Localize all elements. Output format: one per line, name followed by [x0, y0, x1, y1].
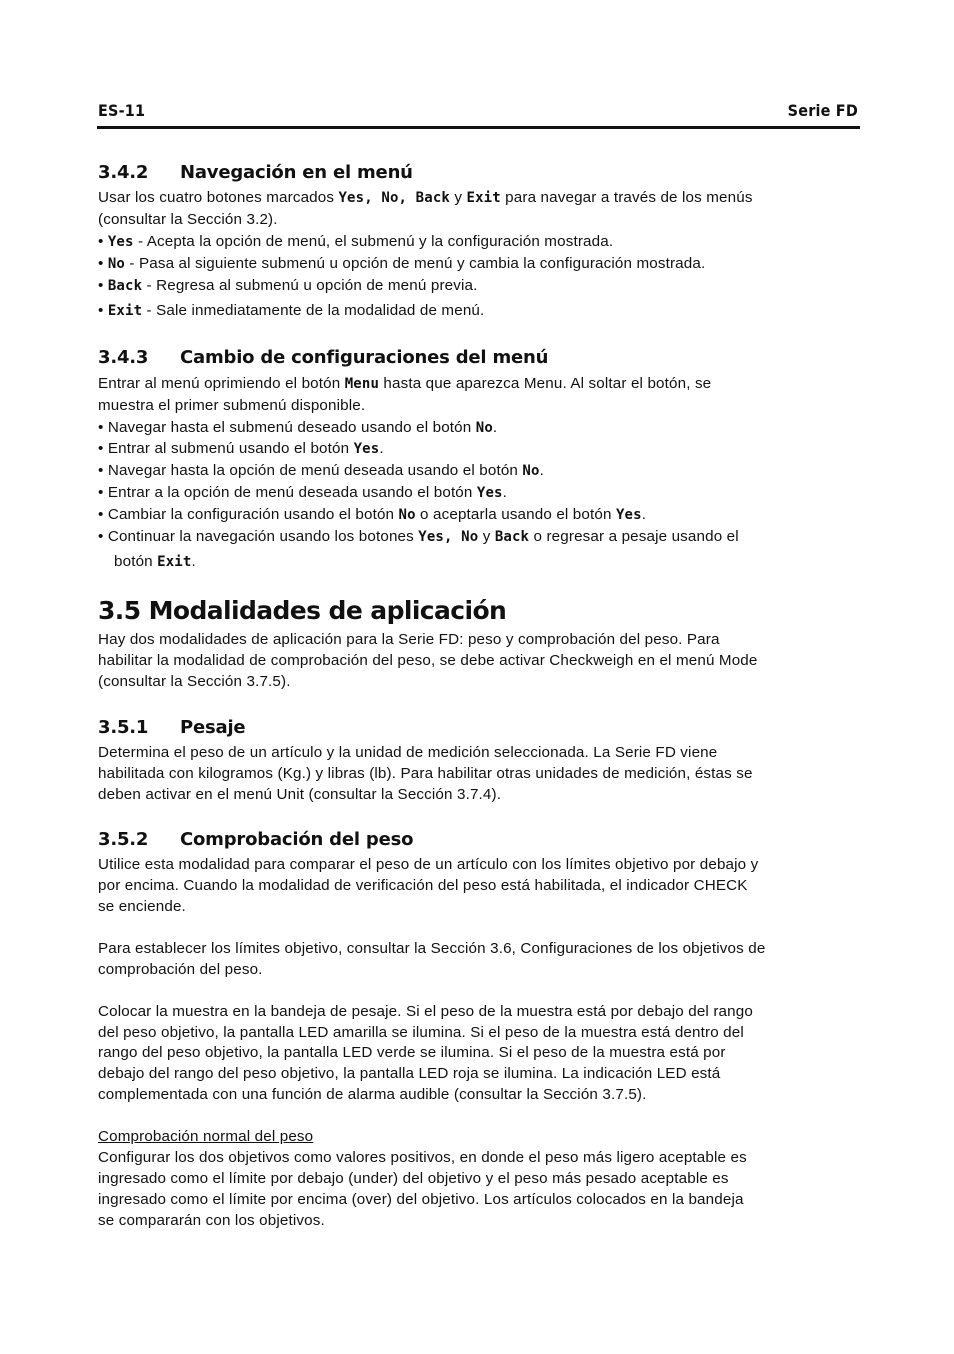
s343-bullet-2: • Entrar al submenú usando el botón Yes.: [98, 440, 384, 457]
heading-3-4-3: 3.4.3 Cambio de configuraciones del menú: [98, 347, 549, 368]
s35-line-1: Hay dos modalidades de aplicación para la Serie FD: peso y comprobación del peso. Para: [98, 631, 720, 648]
s352-p2-line-1: Para establecer los límites objetivo, consultar la Sección 3.6, Configuraciones de los objetivos de: [98, 940, 766, 957]
s351-line-1: Determina el peso de un artículo y la unidad de medición seleccionada. La Serie FD viene: [98, 744, 718, 761]
s343-bullet-5: • Cambiar la configuración usando el botón No o aceptarla usando el botón Yes.: [98, 506, 647, 523]
s352-p4-line-4: se compararán con los objetivos.: [98, 1212, 325, 1229]
s342-bullet-yes: • Yes - Acepta la opción de menú, el submenú y la configuración mostrada.: [98, 233, 614, 250]
s342-bullet-exit: • Exit - Sale inmediatamente de la modalidad de menú.: [98, 302, 485, 319]
s352-p1-line-1: Utilice esta modalidad para comparar el peso de un artículo con los límites objetivo por debajo y: [98, 856, 759, 873]
s343-bullet-1: • Navegar hasta el submenú deseado usando el botón No.: [98, 419, 498, 436]
s352-p4-line-3: ingresado como el límite por encima (over) del objetivo. Los artículos colocados en la bandeja: [98, 1191, 744, 1208]
header-rule: [97, 126, 860, 129]
heading-3-5: 3.5 Modalidades de aplicación: [98, 596, 507, 625]
s343-bullet-6-cont: botón Exit.: [114, 553, 196, 570]
heading-3-4-2: 3.4.2 Navegación en el menú: [98, 162, 413, 183]
s351-line-2: habilitada con kilogramos (Kg.) y libras (lb). Para habilitar otras unidades de medición, éstas se: [98, 765, 753, 782]
s352-p3-line-2: del peso objetivo, la pantalla LED amarilla se ilumina. Si el peso de la muestra está dentro del: [98, 1024, 744, 1041]
s343-bullet-6: • Continuar la navegación usando los botones Yes, No y Back o regresar a pesaje usando el: [98, 528, 739, 545]
heading-3-5-1: 3.5.1 Pesaje: [98, 717, 246, 738]
subheading-normal-check: Comprobación normal del peso: [98, 1128, 314, 1145]
series-label: Serie FD: [787, 101, 858, 120]
s343-bullet-4: • Entrar a la opción de menú deseada usando el botón Yes.: [98, 484, 507, 501]
page-number: ES-11: [98, 101, 146, 120]
s352-p3-line-4: debajo del rango del peso objetivo, la pantalla LED roja se ilumina. La indicación LED está: [98, 1065, 721, 1082]
s352-p3-line-3: rango del peso objetivo, la pantalla LED verde se ilumina. Si el peso de la muestra está por: [98, 1044, 726, 1061]
s351-line-3: deben activar en el menú Unit (consultar la Sección 3.7.4).: [98, 786, 502, 803]
s352-p1-line-2: por encima. Cuando la modalidad de verificación del peso está habilitada, el indicador CHECK: [98, 877, 748, 894]
s342-bullet-no: • No - Pasa al siguiente submenú u opción de menú y cambia la configuración mostrada.: [98, 255, 706, 272]
s342-bullet-back: • Back - Regresa al submenú u opción de menú previa.: [98, 277, 478, 294]
s35-line-3: (consultar la Sección 3.7.5).: [98, 673, 291, 690]
s352-p4-line-1: Configurar los dos objetivos como valores positivos, en donde el peso más ligero aceptable es: [98, 1149, 747, 1166]
s343-line-2: muestra el primer submenú disponible.: [98, 397, 366, 414]
s352-p4-line-2: ingresado como el límite por debajo (under) del objetivo y el peso más pesado aceptable es: [98, 1170, 729, 1187]
s352-p3-line-1: Colocar la muestra en la bandeja de pesaje. Si el peso de la muestra está por debajo del rango: [98, 1003, 753, 1020]
s352-p2-line-2: comprobación del peso.: [98, 961, 263, 978]
s35-line-2: habilitar la modalidad de comprobación del peso, se debe activar Checkweigh en el menú Mode: [98, 652, 758, 669]
heading-3-5-2: 3.5.2 Comprobación del peso: [98, 829, 414, 850]
s343-line-1: Entrar al menú oprimiendo el botón Menu hasta que aparezca Menu. Al soltar el botón, se: [98, 375, 712, 392]
s352-p1-line-3: se enciende.: [98, 898, 186, 915]
s352-p3-line-5: complementada con una función de alarma audible (consultar la Sección 3.7.5).: [98, 1086, 647, 1103]
s342-line-1: Usar los cuatro botones marcados Yes, No, Back y Exit para navegar a través de los menús: [98, 189, 753, 206]
s343-bullet-3: • Navegar hasta la opción de menú deseada usando el botón No.: [98, 462, 544, 479]
s342-line-2: (consultar la Sección 3.2).: [98, 211, 278, 228]
